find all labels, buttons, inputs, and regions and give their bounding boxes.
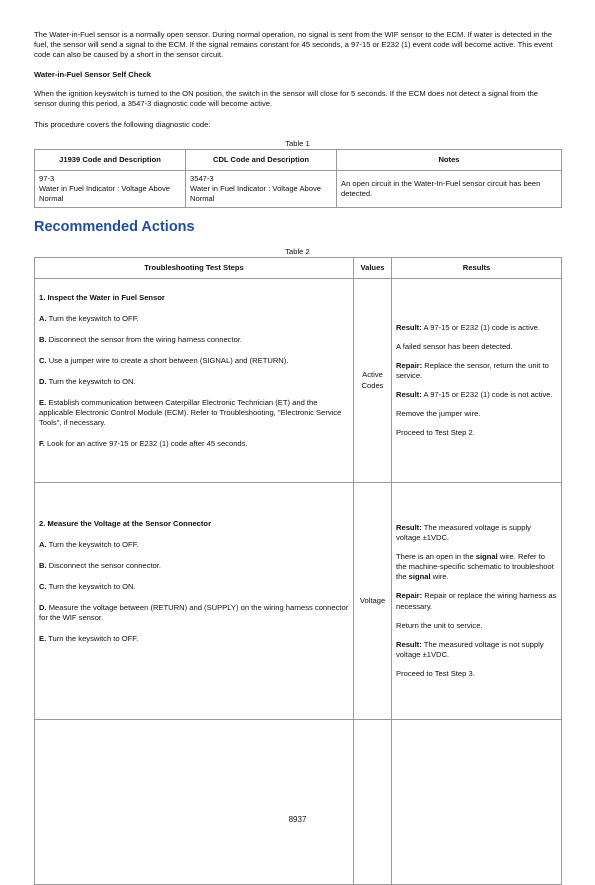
step2-item: C. Turn the keyswitch to ON. (39, 582, 136, 592)
intro-paragraph: The Water-in-Fuel sensor is a normally open sensor. During normal operation, no signal is sent from the WIF sensor to the ECM. If water is detected in the fuel, the sensor will send a signal to the ECM. If the signal remains constant for 45 seconds, a 97-15 or E232 (1) event code will become active. This event code can also be caused by a short in the sensor circuit. (34, 30, 553, 60)
cdl-cell (186, 171, 337, 208)
step2-result-1: Result: The measured voltage is supply voltage ±1VDC. (396, 523, 531, 543)
step2-open-circuit-note: There is an open in the signal wire. Refer to the machine-specific schematic to troubleshoot the signal wire. (396, 552, 554, 582)
j1939-cell (34, 171, 186, 208)
step2-return: Return the unit to service. (396, 620, 483, 630)
j1939-code: 97-3 (39, 173, 55, 183)
notes-cell: An open circuit in the Water-In-Fuel sensor circuit has been detected. (337, 171, 562, 208)
table-row (34, 720, 562, 885)
step2-value: Voltage (354, 483, 392, 720)
troubleshooting-table (34, 257, 562, 885)
table1-caption: Table 1 (285, 139, 310, 148)
step1-result-1: Result: A 97-15 or E232 (1) code is active. (396, 322, 540, 332)
table-row (34, 171, 562, 208)
step1-repair: Repair: Replace the sensor, return the unit to service. (396, 360, 549, 380)
step2-results (392, 483, 562, 720)
self-check-heading: Water-in-Fuel Sensor Self Check (34, 70, 152, 79)
step2-result-2: Result: The measured voltage is not supply voltage ±1VDC. (396, 639, 544, 659)
cdl-code: 3547-3 (190, 173, 214, 183)
step1-item: E. Establish communication between Caterpillar Electronic Technician (ET) and the applicable Electronic Control Module (ECM). Refer to Troubleshooting, "Electronic Service Tools", if necessary. (39, 398, 342, 428)
step1-result-1-detail: A failed sensor has been detected. (396, 341, 513, 351)
step1-title: 1. Inspect the Water in Fuel Sensor (39, 293, 165, 302)
step1-value: Active Codes (354, 279, 392, 483)
step2-item: D. Measure the voltage between (RETURN) and (SUPPLY) on the wiring harness connector for the WIF sensor. (39, 603, 349, 623)
step2-cell (34, 483, 354, 720)
table1-header-j1939: J1939 Code and Description (34, 149, 186, 171)
step1-results (392, 279, 562, 483)
table2-caption: Table 2 (285, 247, 310, 256)
step1-item: D. Turn the keyswitch to ON. (39, 377, 136, 387)
diagnostic-code-table (34, 149, 562, 208)
step2-repair: Repair: Repair or replace the wiring harness as necessary. (396, 591, 557, 611)
step1-item: F. Look for an active 97-15 or E232 (1) code after 45 seconds. (39, 439, 248, 449)
recommended-actions-heading: Recommended Actions (34, 219, 195, 235)
empty-cell (354, 720, 392, 885)
step2-proceed: Proceed to Test Step 3. (396, 668, 475, 678)
step1-result-2: Result: A 97-15 or E232 (1) code is not active. (396, 390, 553, 399)
step1-cell (34, 279, 354, 483)
empty-cell (34, 720, 354, 885)
table-row (34, 483, 562, 720)
j1939-description: Water in Fuel Indicator : Voltage Above Normal (39, 183, 170, 203)
step1-proceed: Proceed to Test Step 2. (396, 428, 475, 438)
table-row (34, 279, 562, 483)
empty-cell (392, 720, 562, 885)
step1-item: B. Disconnect the sensor from the wiring harness connector. (39, 335, 243, 345)
self-check-paragraph: When the ignition keyswitch is turned to the ON position, the switch in the sensor will close for 5 seconds. If the ECM does not detect a signal from the sensor during this period, a 3547-3 diagnostic code will become active. (34, 89, 538, 109)
cdl-description: Water in Fuel Indicator : Voltage Above Normal (190, 183, 321, 203)
table2-header-steps: Troubleshooting Test Steps (34, 257, 354, 279)
procedure-paragraph: This procedure covers the following diagnostic code: (34, 120, 211, 129)
table1-header-notes: Notes (337, 149, 562, 171)
table2-header-values: Values (354, 257, 392, 279)
page-number: 8937 (288, 815, 307, 824)
step2-item: A. Turn the keyswitch to OFF. (39, 540, 139, 550)
step2-item: B. Disconnect the sensor connector. (39, 561, 162, 571)
step2-title: 2. Measure the Voltage at the Sensor Connector (39, 519, 212, 528)
step1-item: A. Turn the keyswitch to OFF. (39, 314, 139, 324)
table2-header-results: Results (392, 257, 562, 279)
step1-item: C. Use a jumper wire to create a short between (SIGNAL) and (RETURN). (39, 356, 289, 366)
step2-item: E. Turn the keyswitch to OFF. (39, 634, 139, 644)
step1-result-2-detail: Remove the jumper wire. (396, 409, 481, 419)
table1-header-cdl: CDL Code and Description (186, 149, 337, 171)
